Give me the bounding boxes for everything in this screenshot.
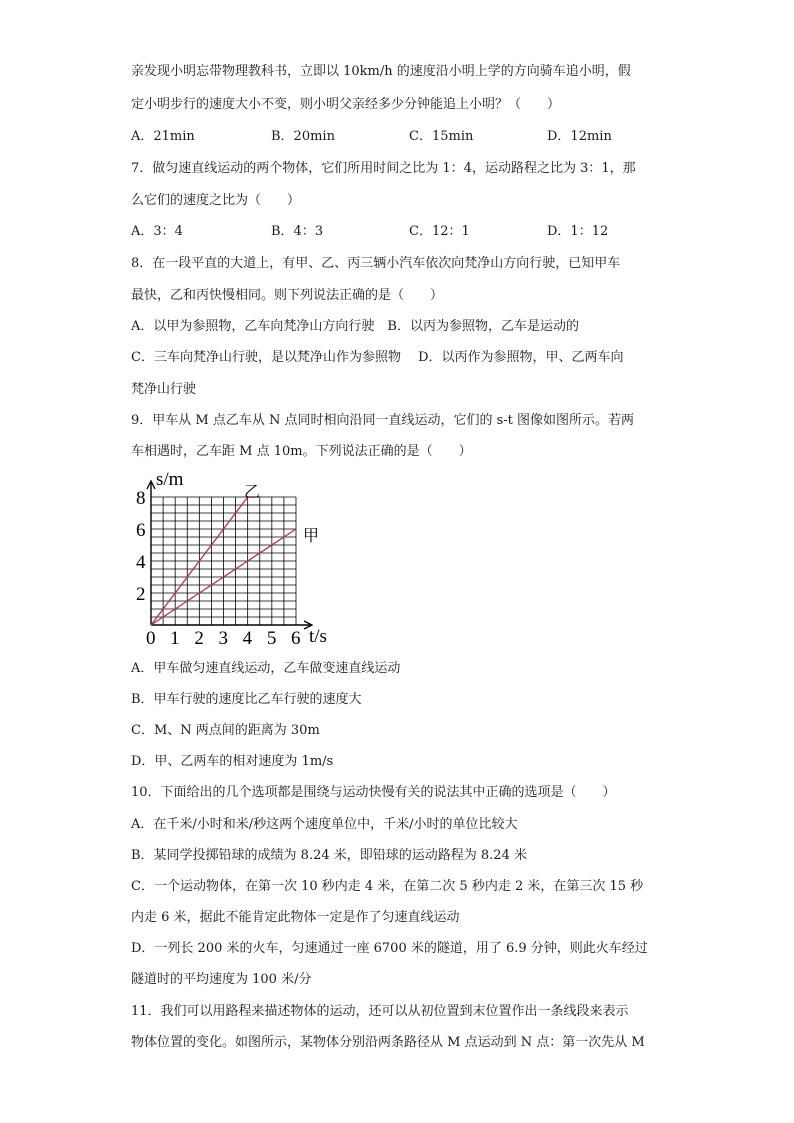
q8-text-line-2: 最快，乙和丙快慢相同。则下列说法正确的是（ ） bbox=[131, 288, 444, 303]
q9-option-d[interactable]: D．甲、乙两车的相对速度为 1m/s bbox=[131, 754, 334, 769]
q9-option-b[interactable]: B．甲车行驶的速度比乙车行驶的速度大 bbox=[131, 692, 362, 707]
x-axis-label: t/s bbox=[309, 626, 327, 647]
x-tick-label: 3 bbox=[218, 628, 228, 649]
series-label-yi: 乙 bbox=[244, 484, 261, 501]
q8-options-ab[interactable]: A．以甲为参照物，乙车向梵净山方向行驶 B．以丙为参照物，乙车是运动的 bbox=[131, 319, 579, 334]
q11-text-line-2: 物体位置的变化。如图所示，某物体分别沿两条路径从 M 点运动到 N 点：第一次先从 M bbox=[131, 1035, 645, 1050]
q8-options-cd[interactable]: C．三车向梵净山行驶，是以梵净山作为参照物 D．以丙作为参照物，甲、乙两车向 bbox=[131, 350, 624, 365]
q9-text-line-2: 车相遇时，乙车距 M 点 10m。下列说法正确的是（ ） bbox=[131, 444, 472, 459]
q10-option-c-cont: 内走 6 米，据此不能肯定此物体一定是作了匀速直线运动 bbox=[131, 910, 460, 925]
q7-option-b[interactable]: B．4：3 bbox=[271, 224, 324, 239]
q10-option-d[interactable]: D．一列长 200 米的火车，匀速通过一座 6700 米的隧道，用了 6.9 分钟，则此火车经过 bbox=[131, 941, 648, 956]
q9-text-line-1: 9．甲车从 M 点乙车从 N 点同时相向沿同一直线运动，它们的 s-t 图像如图所示。若两 bbox=[131, 413, 635, 428]
q6-option-d[interactable]: D．12min bbox=[547, 129, 612, 144]
q6-option-b[interactable]: B．20min bbox=[271, 129, 335, 144]
q11-text-line-1: 11．我们可以用路程来描述物体的运动，还可以从初位置到末位置作出一条线段来表示 bbox=[131, 1004, 629, 1019]
x-tick-label: 6 bbox=[291, 628, 301, 649]
q8-options-cd-cont: 梵净山行驶 bbox=[131, 382, 197, 397]
q7-text-line-2: 么它们的速度之比为（ ） bbox=[131, 193, 301, 208]
q8-text-line-1: 8．在一段平直的大道上，有甲、乙、丙三辆小汽车依次向梵净山方向行驶，已知甲车 bbox=[131, 256, 621, 271]
st-graph bbox=[131, 470, 341, 650]
x-tick-label: 1 bbox=[170, 628, 180, 649]
y-tick-label: 4 bbox=[136, 552, 146, 573]
q10-option-b[interactable]: B．某同学投掷铅球的成绩为 8.24 米，即铅球的运动路程为 8.24 米 bbox=[131, 848, 527, 863]
series-label-jia: 甲 bbox=[303, 528, 320, 545]
chart-axes bbox=[147, 481, 312, 629]
q7-option-c[interactable]: C．12：1 bbox=[409, 224, 470, 239]
chart-grid bbox=[151, 497, 296, 625]
y-tick-label: 6 bbox=[136, 520, 146, 541]
q7-option-a[interactable]: A．3：4 bbox=[131, 224, 183, 239]
y-tick-label: 2 bbox=[136, 584, 146, 605]
y-axis-label: s/m bbox=[156, 470, 184, 490]
q6-option-c[interactable]: C．15min bbox=[409, 129, 474, 144]
x-tick-label: 0 bbox=[146, 628, 156, 649]
q9-option-a[interactable]: A．甲车做匀速直线运动，乙车做变速直线运动 bbox=[131, 661, 401, 676]
q6-text-line-2: 定小明步行的速度大小不变，则小明父亲经多少分钟能追上小明？（ ） bbox=[131, 97, 561, 112]
q10-text: 10．下面给出的几个选项都是围绕与运动快慢有关的说法其中正确的选项是（ ） bbox=[131, 785, 616, 800]
x-tick-label: 2 bbox=[194, 628, 204, 649]
x-tick-label: 4 bbox=[242, 628, 253, 649]
q7-text-line-1: 7．做匀速直线运动的两个物体，它们所用时间之比为 1：4，运动路程之比为 3：1，那 bbox=[131, 161, 636, 176]
q6-option-a[interactable]: A．21min bbox=[131, 129, 195, 144]
q10-option-a[interactable]: A．在千米/小时和米/秒这两个速度单位中，千米/小时的单位比较大 bbox=[131, 817, 518, 832]
q9-option-c[interactable]: C．M、N 两点间的距离为 30m bbox=[131, 723, 320, 738]
q10-option-d-cont: 隧道时的平均速度为 100 米/分 bbox=[131, 972, 312, 987]
q7-option-d[interactable]: D．1：12 bbox=[547, 224, 609, 239]
y-tick-label: 8 bbox=[136, 488, 146, 509]
x-tick-label: 5 bbox=[266, 628, 277, 649]
q6-text-line-1: 亲发现小明忘带物理教科书，立即以 10km/h 的速度沿小明上学的方向骑车追小明，假 bbox=[131, 64, 631, 79]
q10-option-c[interactable]: C．一个运动物体，在第一次 10 秒内走 4 米，在第二次 5 秒内走 2 米，在第三次 15 秒 bbox=[131, 879, 644, 894]
